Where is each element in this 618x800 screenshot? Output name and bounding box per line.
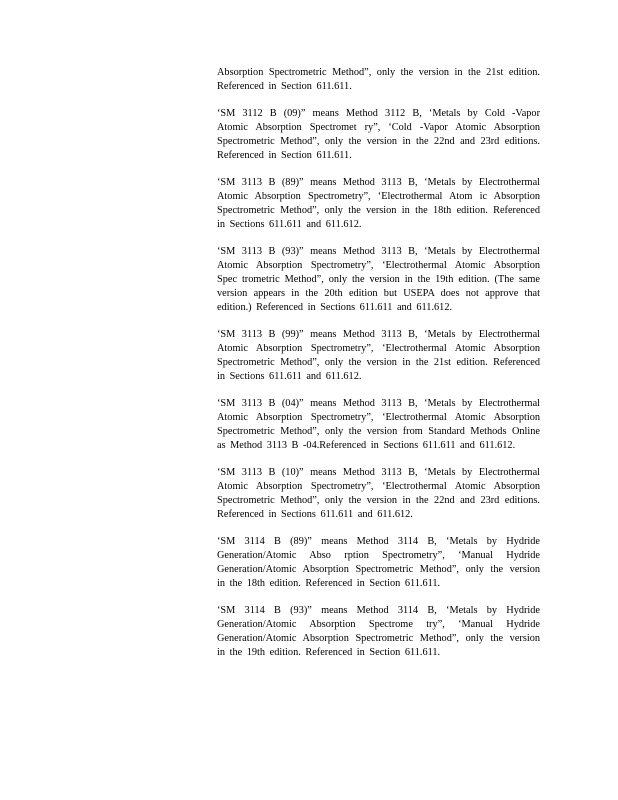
- definition-paragraph: ‘SM 3113 B (10)” means Method 3113 B, ‘Metals by Electrothermal Atomic Absorption Spectrometry”, ‘Electrothermal Atomic Absorption Spectrometric Method”, only the version in the 22nd and 23rd editions. Referenced in Sections 611.611 and 611.612.: [217, 467, 540, 520]
- text-column: [217, 66, 540, 673]
- definition-paragraph: ‘SM 3114 B (89)” means Method 3114 B, ‘Metals by Hydride Generation/Atomic Abso rption Spectrometry”, ‘Manual Hydride Generation/Atomic Absorption Spectrometric Method”, only the version in the 18th edition. Referenced in Section 611.611.: [217, 536, 540, 589]
- definition-paragraph: Absorption Spectrometric Method”, only the version in the 21st edition. Referenced in Section 611.611.: [217, 67, 540, 92]
- definition-paragraph: ‘SM 3114 B (93)” means Method 3114 B, ‘Metals by Hydride Generation/Atomic Absorption Spectrome try”, ‘Manual Hydride Generation/Atomic Absorption Spectrometric Method”, only the version in the 19th edition. Referenced in Section 611.611.: [217, 605, 540, 658]
- definition-paragraph: ‘SM 3113 B (04)” means Method 3113 B, ‘Metals by Electrothermal Atomic Absorption Spectrometry”, ‘Electrothermal Atomic Absorption Spectrometric Method”, only the version from Standard Methods Online as Method 3113 B -04.Referenced in Sections 611.611 and 611.612.: [217, 398, 540, 451]
- definition-paragraph: ‘SM 3113 B (89)” means Method 3113 B, ‘Metals by Electrothermal Atomic Absorption Spectrometry”, ‘Electrothermal Atom ic Absorption Spectrometric Method”, only the version in the 18th edition. Referenced in Sections 611.611 and 611.612.: [217, 177, 540, 230]
- definition-paragraph: ‘SM 3113 B (99)” means Method 3113 B, ‘Metals by Electrothermal Atomic Absorption Spectrometry”, ‘Electrothermal Atomic Absorption Spectrometric Method”, only the version in the 21st edition. Referenced in Sections 611.611 and 611.612.: [217, 329, 540, 382]
- definition-paragraph: ‘SM 3112 B (09)” means Method 3112 B, ‘Metals by Cold -Vapor Atomic Absorption Spectromet ry”, ‘Cold -Vapor Atomic Absorption Spectrometric Method”, only the version in the 22nd and 23rd editions. Referenced in Section 611.611.: [217, 108, 540, 161]
- definition-paragraph: ‘SM 3113 B (93)” means Method 3113 B, ‘Metals by Electrothermal Atomic Absorption Spectrometry”, ‘Electrothermal Atomic Absorption Spec trometric Method”, only the version in the 19th edition. (The same version appears in the 20th edition but USEPA does not approve that edition.) Referenced in Sections 611.611 and 611.612.: [217, 246, 540, 313]
